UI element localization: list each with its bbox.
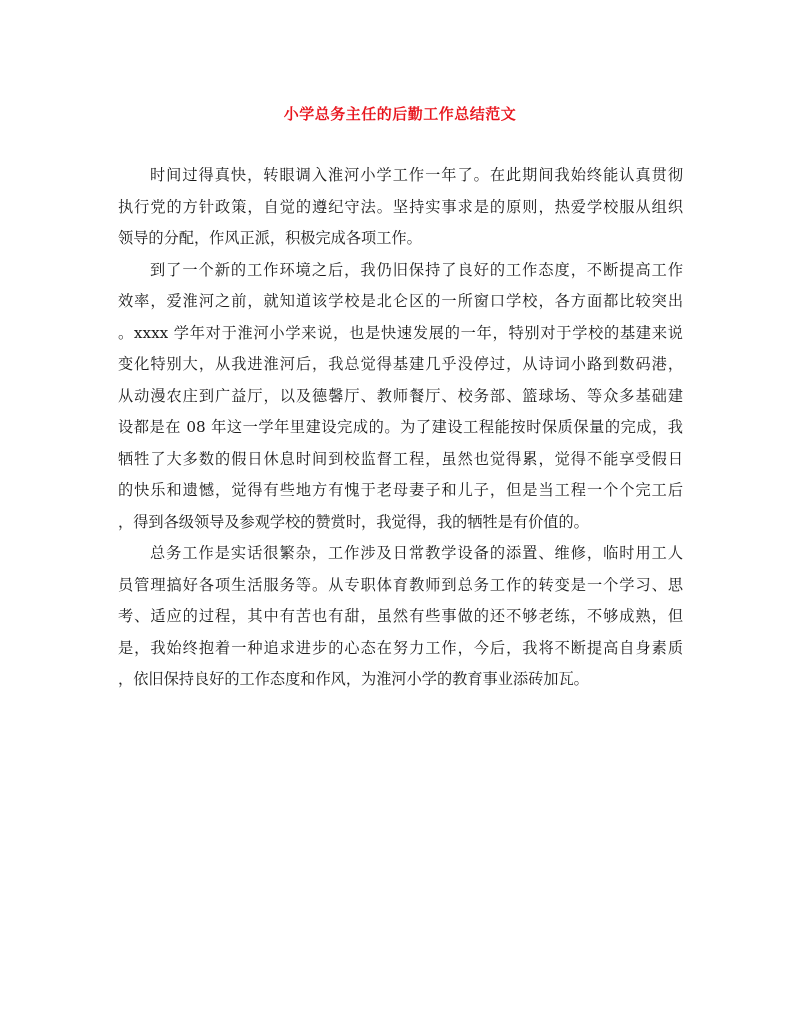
text-line: 变化特别大，从我进淮河后，我总觉得基建几乎没停过，从诗词小路到数码港， xyxy=(118,355,683,373)
text-line: 执行党的方针政策，自觉的遵纪守法。坚持实事求是的原则，热爱学校服从组织 xyxy=(118,197,683,216)
text-line: 的快乐和遗憾，觉得有些地方有愧于老母妻子和儿子，但是当工程一个个完工后 xyxy=(118,481,683,499)
text-line: 考、适应的过程，其中有苦也有甜，虽然有些事做的还不够老练，不够成熟，但 xyxy=(118,607,683,625)
paragraph-3 xyxy=(118,538,683,696)
text-line: 牺牲了大多数的假日休息时间到校监督工程，虽然也觉得累，觉得不能享受假日 xyxy=(118,449,683,468)
document-body xyxy=(118,160,683,696)
text-line: ，依旧保持良好的工作态度和作风，为淮河小学的教育事业添砖加瓦。 xyxy=(118,670,589,688)
text-line: 领导的分配，作风正派，积极完成各项工作。 xyxy=(118,229,422,247)
text-line: 。xxxx 学年对于淮河小学来说，也是快速发展的一年，特别对于学校的基建来说 xyxy=(118,323,683,342)
document-title: 小学总务主任的后勤工作总结范文 xyxy=(283,105,517,123)
text-line: 员管理搞好各项生活服务等。从专职体育教师到总务工作的转变是一个学习、思 xyxy=(118,575,683,594)
text-line: 到了一个新的工作环境之后，我仍旧保持了良好的工作态度，不断提高工作 xyxy=(150,260,683,279)
text-line: 从动漫农庄到广益厅，以及德馨厅、教师餐厅、校务部、篮球场、等众多基础建 xyxy=(118,386,683,405)
text-line: 总务工作是实话很繁杂，工作涉及日常教学设备的添置、维修，临时用工人 xyxy=(150,544,683,562)
paragraph-1 xyxy=(118,160,683,255)
text-line: 设都是在 08 年这一学年里建设完成的。为了建设工程能按时保质保量的完成，我 xyxy=(118,418,683,436)
paragraph-2 xyxy=(118,255,683,539)
text-line: 时间过得真快，转眼调入淮河小学工作一年了。在此期间我始终能认真贯彻 xyxy=(150,166,683,184)
text-line: ，得到各级领导及参观学校的赞赏时，我觉得，我的牺牲是有价值的。 xyxy=(118,512,589,531)
text-line: 效率，爱淮河之前，就知道该学校是北仑区的一所窗口学校，各方面都比较突出 xyxy=(118,292,683,310)
text-line: 是，我始终抱着一种追求进步的心态在努力工作，今后，我将不断提高自身素质 xyxy=(118,638,683,657)
